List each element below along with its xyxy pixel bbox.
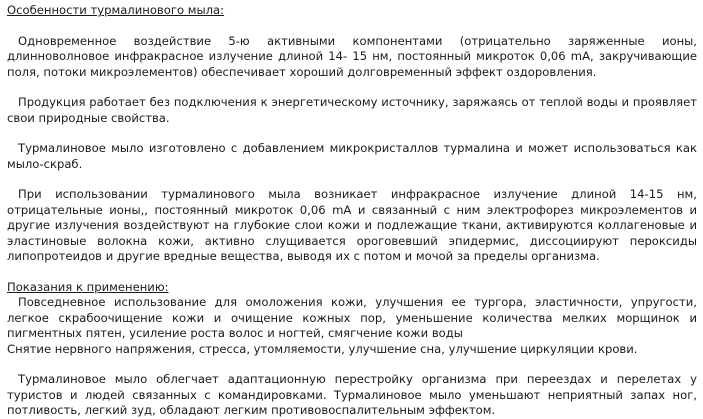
- closing-paragraph: Турмалиновое мыло облегчает адаптационную перестройку организма при переездах и перелетах у туристов и людей связанных с командировками. Турмалиновое мыло уменьшают неприятный запах ног, потливость, легкий зуд, обладают легким противовоспалительным эффектом.: [7, 372, 697, 417]
- document-page: [7, 3, 697, 419]
- features-paragraph-1: Одновременное воздействие 5-ю активными компонентами (отрицательно заряженные ионы, длинноволновое инфракрасное излучение длиной 14- 15 нм, постоянный микроток 0,06 mA, закручивающие поля, потоки микроэлементов) обеспечивает хороший долговременный эффект оздоровления.: [7, 33, 697, 79]
- indications-item-1: Повседневное использование для омоложения кожи, улучшения ее тургора, эластичности, упругости, легкое скрабоочищение кожи и очищение кожных пор, уменьшение количества мелких морщинок и пигментных пятен, усиление роста волос и ногтей, смягчение кожи воды: [7, 295, 697, 340]
- features-paragraph-3: Турмалиновое мыло изготовлено с добавлением микрокристаллов турмалина и может использоваться как мыло-скраб.: [7, 141, 697, 171]
- features-heading: Особенности турмалинового мыла:: [7, 3, 225, 17]
- features-paragraph-4: При использовании турмалинового мыла возникает инфракрасное излучение длиной 14-15 нм, отрицательные ионы,, постоянный микроток 0,06 mA и связанный с ним электрофорез микроэлементов и другие излучения воздействуют на глубокие слои кожи и подлежащие ткани, активируются коллагеновые и эластиновые волокна кожи, активно слущивается ороговевший эпидермис, диссоциируют пероксиды липопротеидов и другие вредные вещества, выводя их с потом и мочой за пределы организма.: [7, 187, 697, 263]
- indications-item-2: Снятие нервного напряжения, стресса, утомляемости, улучшение сна, улучшение циркуляции крови.: [7, 341, 638, 356]
- features-paragraph-2: Продукция работает без подключения к энергетическому источнику, заряжаясь от теплой воды и проявляет свои природные свойства.: [7, 95, 697, 125]
- indications-heading: Показания к применению:: [7, 279, 169, 294]
